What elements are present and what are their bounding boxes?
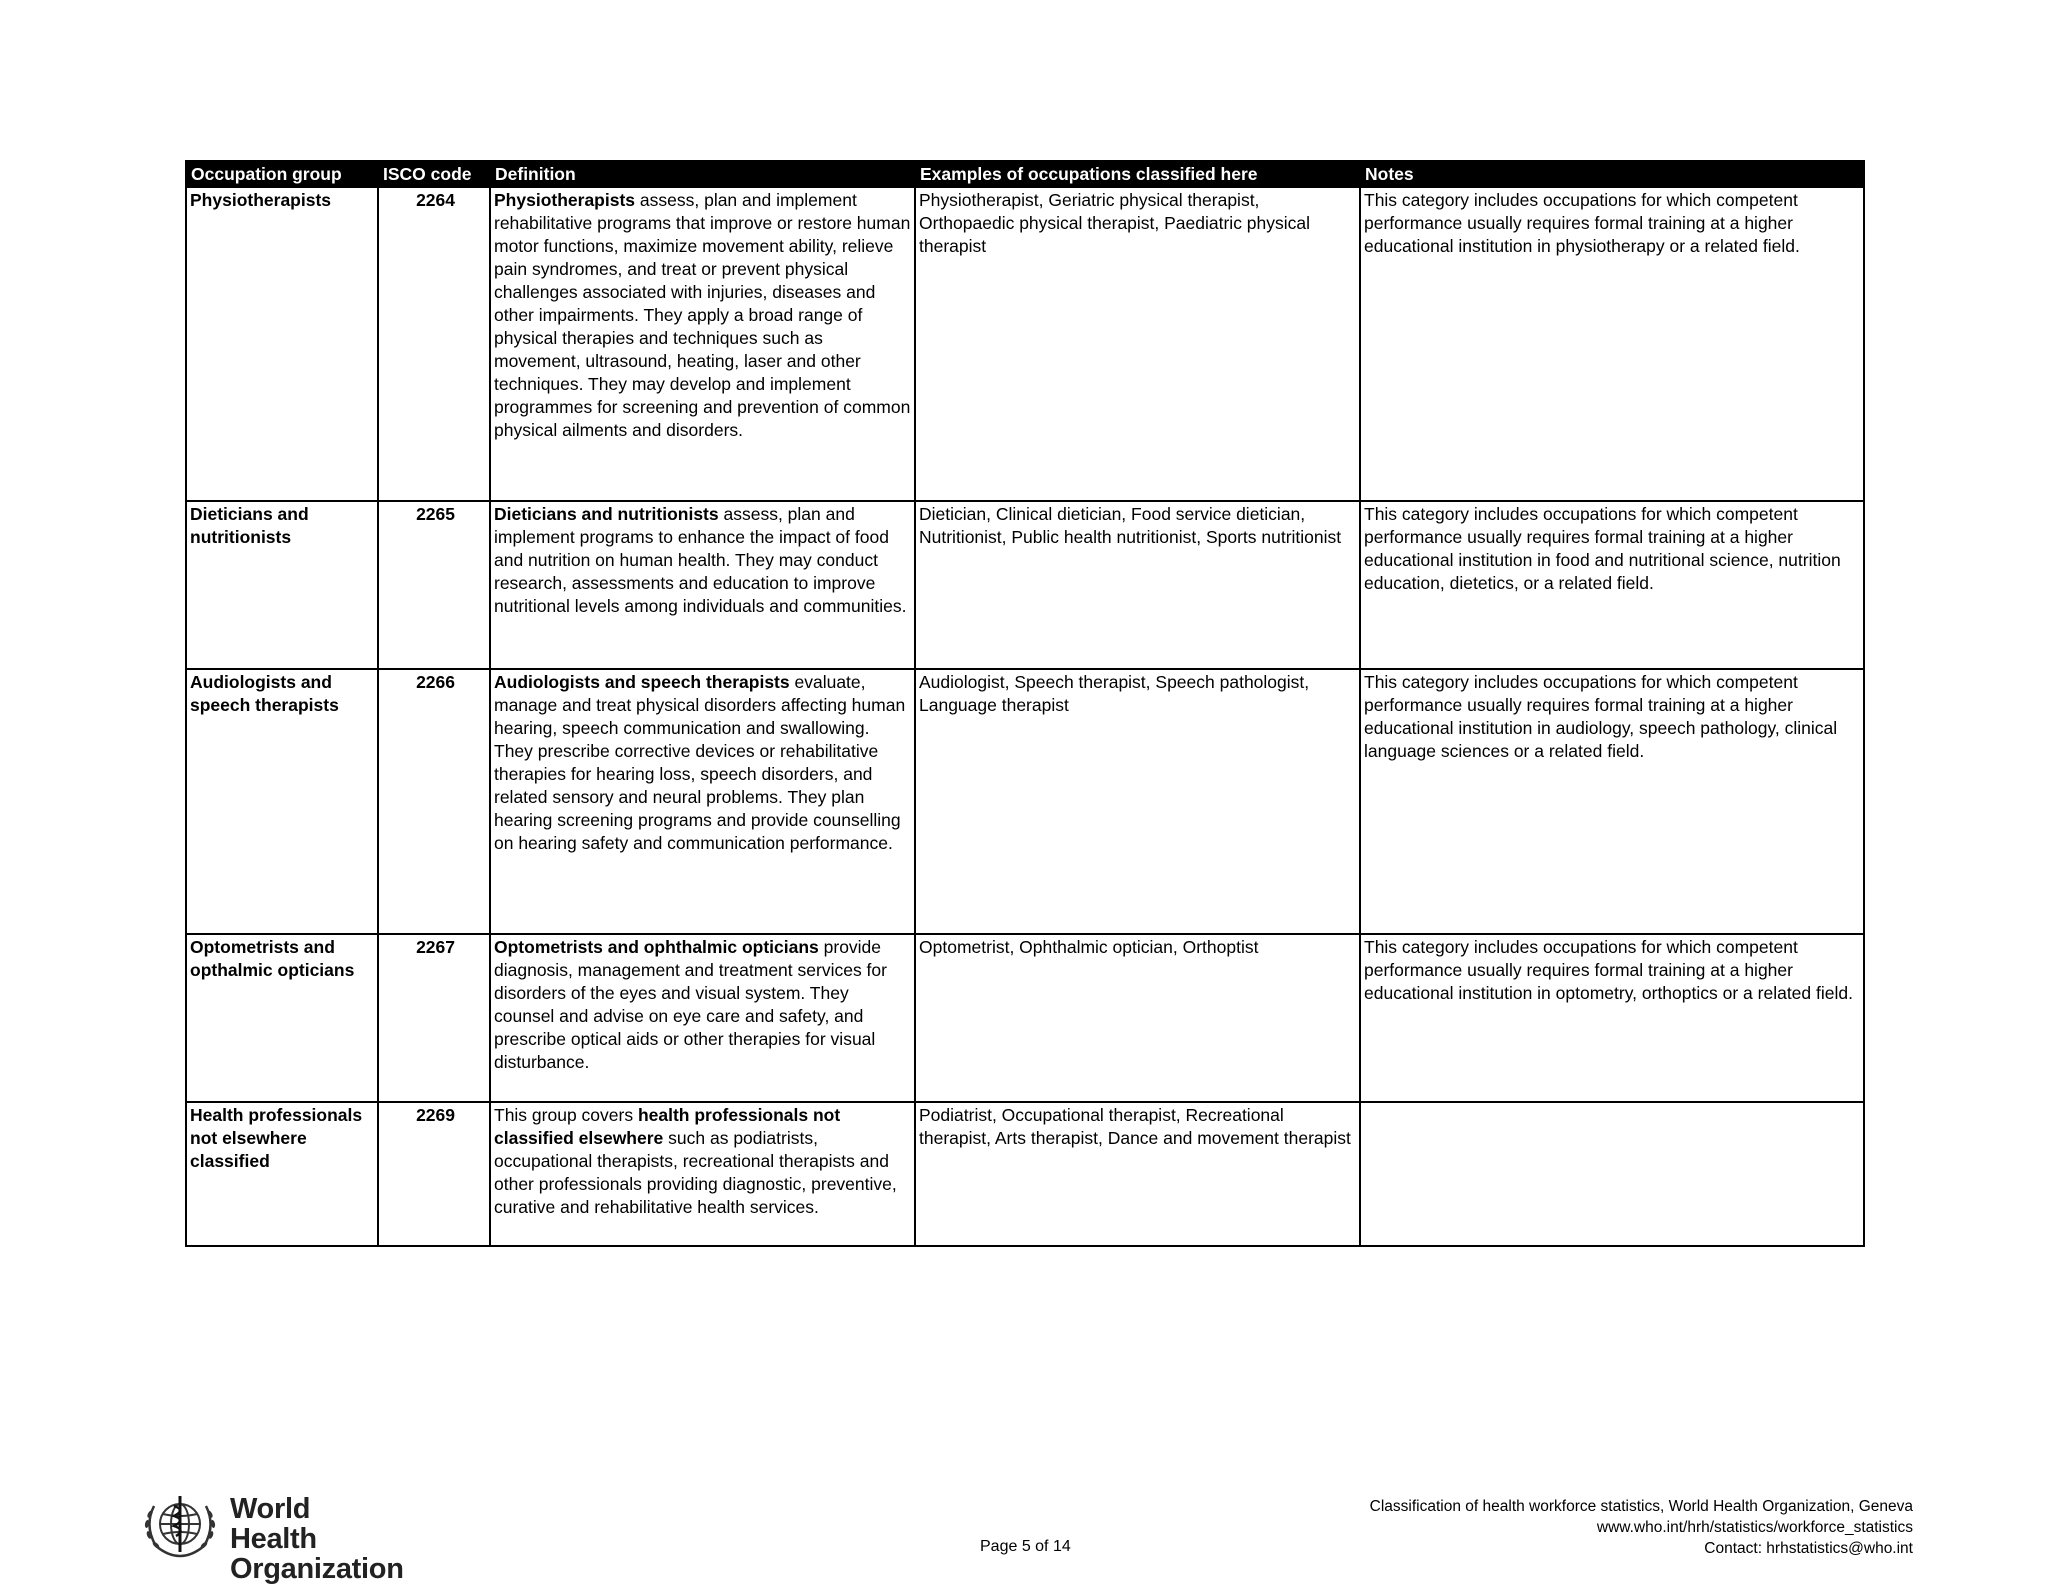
definition-term: Dieticians and nutritionists — [494, 504, 719, 524]
table-row — [186, 934, 1864, 1102]
occupation-group-cell: Optometrists and opthalmic opticians — [186, 934, 378, 1102]
occupation-group-cell: Health professionals not elsewhere classified — [186, 1102, 378, 1246]
occupation-table — [185, 160, 1865, 1247]
isco-code-cell: 2265 — [378, 501, 490, 669]
definition-text: such as podiatrists, occupational therapists, recreational therapists and other professionals providing diagnostic, preventive, curative and rehabilitative health services. — [494, 1128, 897, 1217]
notes-cell: This category includes occupations for which competent performance usually requires formal training at a higher educational institution in audiology, speech pathology, clinical language sciences or a related field. — [1360, 669, 1864, 934]
examples-cell: Physiotherapist, Geriatric physical therapist, Orthopaedic physical therapist, Paediatric physical therapist — [915, 187, 1360, 501]
table-row — [186, 501, 1864, 669]
table-header-row — [186, 161, 1864, 187]
definition-prefix: This group covers — [494, 1105, 638, 1125]
definition-text: assess, plan and implement programs to enhance the impact of food and nutrition on human health. They may conduct research, assessments and education to improve nutritional levels among individuals and communities. — [494, 504, 907, 616]
definition-cell — [490, 501, 915, 669]
header-examples: Examples of occupations classified here — [915, 161, 1360, 187]
table-row — [186, 187, 1864, 501]
isco-code-cell: 2267 — [378, 934, 490, 1102]
definition-text: assess, plan and implement rehabilitative programs that improve or restore human motor functions, maximize movement ability, relieve pain syndromes, and treat or prevent physical challenges associated with injuries, diseases and other impairments. They apply a broad range of physical therapies and techniques such as movement, ultrasound, heating, laser and other techniques. They may develop and implement programmes for screening and prevention of common physical ailments and disorders. — [494, 190, 911, 440]
who-logo — [138, 1490, 404, 1585]
header-definition: Definition — [490, 161, 915, 187]
notes-cell — [1360, 1102, 1864, 1246]
header-occupation-group: Occupation group — [186, 161, 378, 187]
notes-cell: This category includes occupations for which competent performance usually requires formal training at a higher educational institution in physiotherapy or a related field. — [1360, 187, 1864, 501]
notes-cell: This category includes occupations for which competent performance usually requires formal training at a higher educational institution in optometry, orthoptics or a related field. — [1360, 934, 1864, 1102]
footer-url: www.who.int/hrh/statistics/workforce_statistics — [1596, 1519, 1913, 1536]
definition-text: provide diagnosis, management and treatment services for disorders of the eyes and visual system. They counsel and advise on eye care and safety, and prescribe optical aids or other therapies for visual disturbance. — [494, 937, 887, 1072]
footer-citation: Classification of health workforce statistics, World Health Organization, Geneva — [1369, 1498, 1913, 1515]
footer-contact: Contact: hrhstatistics@who.int — [1704, 1540, 1913, 1557]
isco-code-cell: 2266 — [378, 669, 490, 934]
definition-term: Audiologists and speech therapists — [494, 672, 790, 692]
definition-cell — [490, 934, 915, 1102]
header-isco-code: ISCO code — [378, 161, 490, 187]
definition-cell — [490, 187, 915, 501]
logo-wordmark — [230, 1494, 404, 1584]
definition-cell — [490, 669, 915, 934]
who-emblem-icon — [138, 1490, 222, 1562]
isco-code-cell: 2269 — [378, 1102, 490, 1246]
examples-cell: Dietician, Clinical dietician, Food service dietician, Nutritionist, Public health nutritionist, Sports nutritionist — [915, 501, 1360, 669]
logo-line-2: Organization — [230, 1553, 404, 1585]
isco-code-cell: 2264 — [378, 187, 490, 501]
occupation-group-cell: Physiotherapists — [186, 187, 378, 501]
examples-cell: Podiatrist, Occupational therapist, Recreational therapist, Arts therapist, Dance and movement therapist — [915, 1102, 1360, 1246]
definition-term: Physiotherapists — [494, 190, 636, 210]
definition-term: health professionals not classified elsewhere — [494, 1105, 841, 1148]
occupation-group-cell: Audiologists and speech therapists — [186, 669, 378, 934]
logo-line-1: World Health — [230, 1493, 317, 1555]
table-row — [186, 1102, 1864, 1246]
definition-term: Optometrists and ophthalmic opticians — [494, 937, 819, 957]
footer-info — [1370, 1496, 1913, 1559]
examples-cell: Audiologist, Speech therapist, Speech pathologist, Language therapist — [915, 669, 1360, 934]
examples-cell: Optometrist, Ophthalmic optician, Orthoptist — [915, 934, 1360, 1102]
occupation-group-cell: Dieticians and nutritionists — [186, 501, 378, 669]
table-row — [186, 669, 1864, 934]
definition-cell — [490, 1102, 915, 1246]
page-number: Page 5 of 14 — [980, 1538, 1071, 1555]
definition-text: evaluate, manage and treat physical disorders affecting human hearing, speech communication and swallowing. They prescribe corrective devices or rehabilitative therapies for hearing loss, speech disorders, and related sensory and neural problems. They plan hearing screening programs and provide counselling on hearing safety and communication performance. — [494, 672, 906, 853]
notes-cell: This category includes occupations for which competent performance usually requires formal training at a higher educational institution in food and nutritional science, nutrition education, dietetics, or a related field. — [1360, 501, 1864, 669]
header-notes: Notes — [1360, 161, 1864, 187]
